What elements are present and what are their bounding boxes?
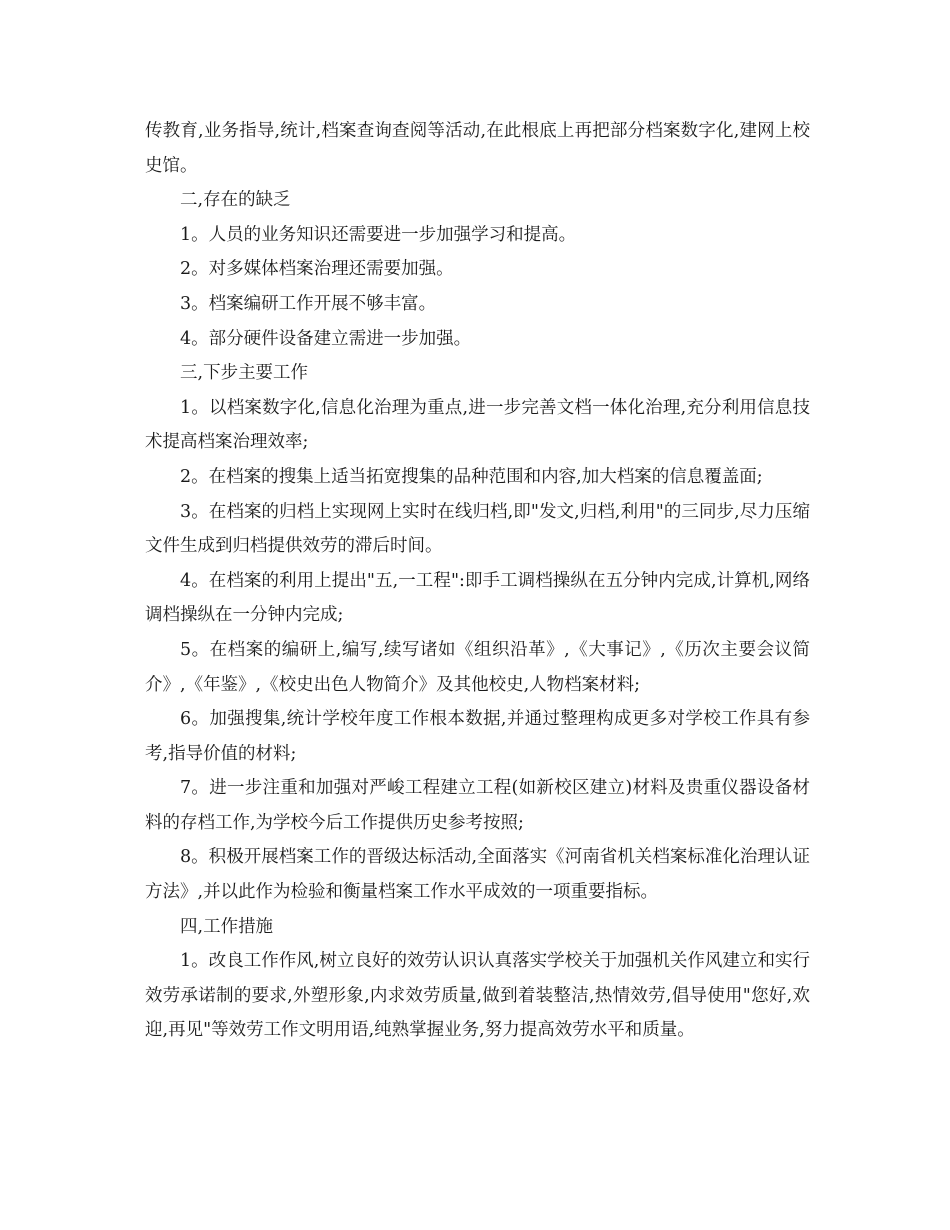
paragraph: 四,工作措施 xyxy=(180,916,274,937)
paragraph: 4。部分硬件设备建立需进一步加强。 xyxy=(180,328,472,349)
paragraph: 1。人员的业务知识还需要进一步加强学习和提高。 xyxy=(180,224,577,245)
paragraph: 2。在档案的搜集上适当拓宽搜集的品种范围和内容,加大档案的信息覆盖面; xyxy=(180,466,763,487)
document-body xyxy=(145,114,810,1048)
paragraph: 8。积极开展档案工作的晋级达标活动,全面落实《河南省机关档案标准化治理认证方法》,并以此作为检验和衡量档案工作水平成效的一项重要指标。 xyxy=(145,847,810,903)
paragraph: 5。在档案的编研上,编写,续写诸如《组织沿革》,《大事记》,《历次主要会议简介》,《年鉴》,《校史出色人物简介》及其他校史,人物档案材料; xyxy=(145,639,810,695)
paragraph: 2。对多媒体档案治理还需要加强。 xyxy=(180,259,454,280)
paragraph: 传教育,业务指导,统计,档案查询查阅等活动,在此根底上再把部分档案数字化,建网上校史馆。 xyxy=(145,121,810,176)
paragraph: 三,下步主要工作 xyxy=(180,363,309,384)
paragraph: 二,存在的缺乏 xyxy=(180,190,291,211)
paragraph: 6。加强搜集,统计学校年度工作根本数据,并通过整理构成更多对学校工作具有参考,指导价值的材料; xyxy=(145,709,810,764)
paragraph: 7。进一步注重和加强对严峻工程建立工程(如新校区建立)材料及贵重仪器设备材料的存档工作,为学校今后工作提供历史参考按照; xyxy=(145,778,810,833)
paragraph: 3。档案编研工作开展不够丰富。 xyxy=(180,293,437,314)
paragraph: 3。在档案的归档上实现网上实时在线归档,即"发文,归档,利用"的三同步,尽力压缩文件生成到归档提供效劳的滞后时间。 xyxy=(145,501,810,557)
paragraph: 1。改良工作作风,树立良好的效劳认识认真落实学校关于加强机关作风建立和实行效劳承诺制的要求,外塑形象,内求效劳质量,做到着装整洁,热情效劳,倡导使用"您好,欢迎,再见"等效劳工作文明用语,纯熟掌握业务,努力提高效劳水平和质量。 xyxy=(145,951,810,1041)
paragraph: 1。以档案数字化,信息化治理为重点,进一步完善文档一体化治理,充分利用信息技术提高档案治理效率; xyxy=(145,397,810,453)
paragraph: 4。在档案的利用上提出"五,一工程":即手工调档操纵在五分钟内完成,计算机,网络调档操纵在一分钟内完成; xyxy=(145,570,810,626)
